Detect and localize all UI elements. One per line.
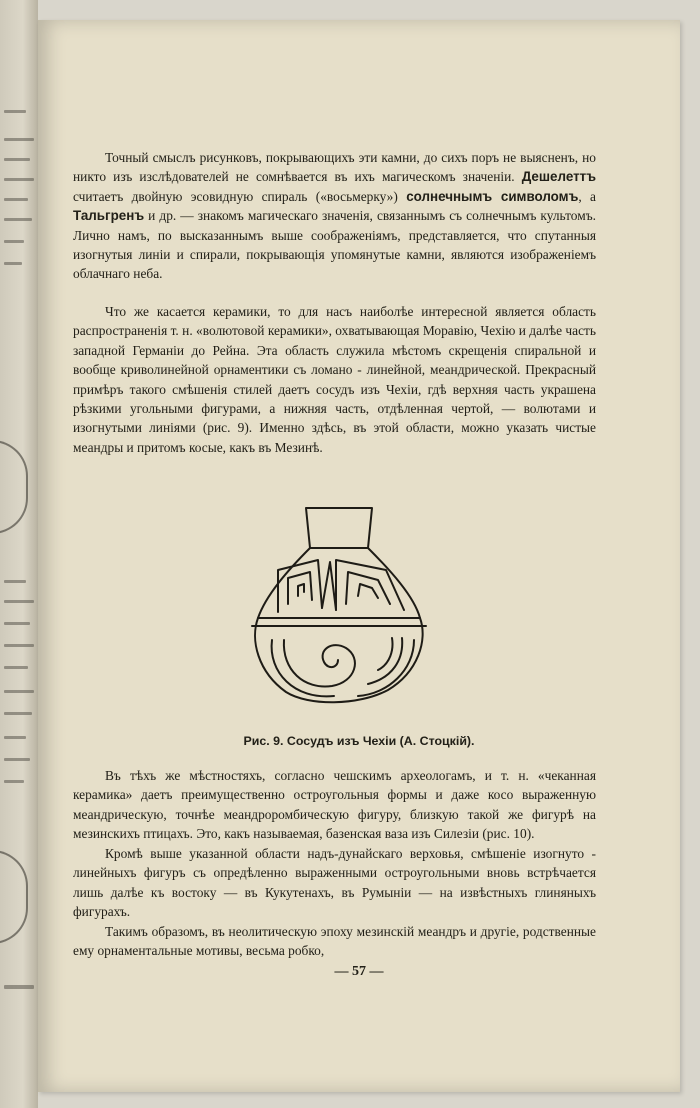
adjacent-page-edge xyxy=(0,0,38,1108)
text-run: считаетъ двойную эсовидную спираль («восьмерку») xyxy=(73,188,398,204)
adjacent-figure-fragment xyxy=(0,440,28,534)
text-fragment xyxy=(4,780,24,783)
text-fragment xyxy=(4,580,26,583)
text-run: Точный смыслъ рисунковъ, покрывающихъ эти камни, до сихъ поръ не выясненъ, но никто изъ изслѣдователей не сомнѣвается въ ихъ магическомъ значеніи. xyxy=(73,150,596,185)
book-page xyxy=(38,20,680,1092)
paragraph-1 xyxy=(73,148,596,284)
paragraph-2-text: Что же касается керамики, то для насъ наиболѣе интересной является область распространенія т. н. «волютовой керамики», охватывающая Моравію, Чехію и далѣе часть западной Германіи до Рейна. Эта область служила мѣстомъ скрещенія спиральной и вообще криволинейной орнаментики съ ломано - линейной, меандрической. Прекрасный примѣръ такого смѣшенія стилей даетъ сосудъ изъ Чехіи, гдѣ верхняя часть украшена рѣзкими угольными фигурами, а нижняя часть, отдѣленная чертой, — волютами и изогнутыми линіями (рис. 9). Именно здѣсь, въ этой области, можно указать чистые меандры и притомъ косые, какъ въ Мезинѣ. xyxy=(73,304,596,455)
figure-caption: Рис. 9. Сосудъ изъ Чехіи (А. Стоцкій). xyxy=(243,734,475,748)
paragraph-5-text: Такимъ образомъ, въ неолитическую эпоху мезинскій меандръ и другіе, родственные ему орнаментальные мотивы, весьма робко, xyxy=(73,924,596,959)
paragraph-3 xyxy=(73,766,596,844)
text-fragment xyxy=(4,690,34,693)
text-fragment xyxy=(4,218,32,221)
text-fragment xyxy=(4,600,34,603)
text-fragment xyxy=(4,158,30,161)
text-fragment xyxy=(4,666,28,669)
text-fragment xyxy=(4,622,30,625)
paragraph-2 xyxy=(73,302,596,457)
text-fragment xyxy=(4,240,24,243)
vessel-figure xyxy=(238,500,458,710)
page-number: — 57 — xyxy=(334,964,384,979)
text-fragment xyxy=(4,178,34,181)
text-fragment xyxy=(4,758,30,761)
text-run: , а xyxy=(578,188,596,204)
text-fragment xyxy=(4,985,34,989)
text-fragment xyxy=(4,644,34,647)
paragraph-5 xyxy=(73,922,596,961)
text-fragment xyxy=(4,262,22,265)
adjacent-figure-fragment xyxy=(0,850,28,944)
paragraph-3-text: Въ тѣхъ же мѣстностяхъ, согласно чешскимъ археологамъ, и т. н. «чеканная керамика» даетъ преимущественно остроугольныя формы и даже косо выраженную меандрическую, точнѣе меандроромбическую фигуру, близкую такой же фигурѣ на мезинскихъ птицахъ. Это, какъ называемая, базенская ваза изъ Силезіи (рис. 10). xyxy=(73,768,596,842)
text-fragment xyxy=(4,736,26,739)
author-name: Дешелеттъ xyxy=(521,169,596,185)
text-fragment xyxy=(4,110,26,113)
text-fragment xyxy=(4,138,34,141)
author-name: Тальгренъ xyxy=(73,208,145,224)
text-run: и др. — знакомъ магическаго значенія, связаннымъ съ солнечнымъ культомъ. Лично намъ, по высказаннымъ выше соображеніямъ, представляется, что спутанныя изогнутыя линіи и спирали, покрывающія упомянутые камни, являются изображеніемъ облачнаго неба. xyxy=(73,208,596,282)
text-fragment xyxy=(4,712,32,715)
paragraph-4-text: Кромѣ выше указанной области надъ-дунайскаго верховья, смѣшеніе изогнуто - линейныхъ фигуръ съ опредѣленно выраженными остроугольными вновь встрѣчается лишь далѣе къ востоку — въ Кукутенахъ, въ Румыніи — на извѣстныхъ глиняныхъ фигурахъ. xyxy=(73,846,596,920)
text-fragment xyxy=(4,198,28,201)
paragraph-4 xyxy=(73,844,596,922)
emphasis-term: солнечнымъ символомъ xyxy=(406,188,579,204)
